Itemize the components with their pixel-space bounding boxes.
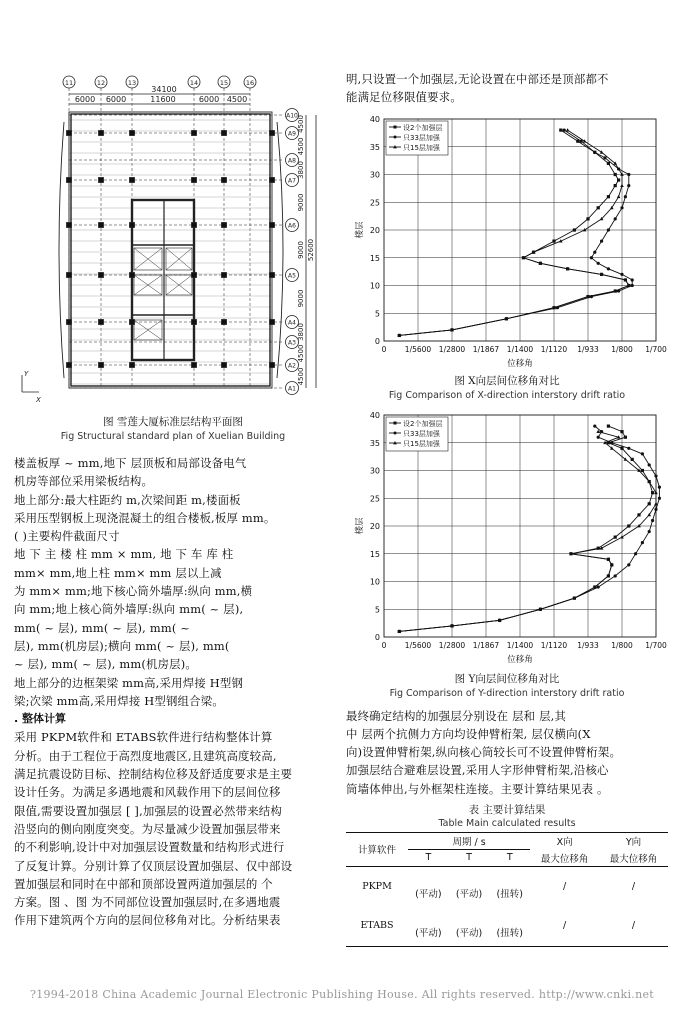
y-tick-label: 5	[374, 308, 380, 318]
y-tick-label: 20	[369, 521, 380, 531]
paragraph-line: 楼盖板厚 ~ mm,地下 层顶板和局部设备电气	[14, 456, 247, 470]
x-tick-label: 1/933	[577, 640, 599, 650]
data-point	[641, 452, 644, 455]
x-tick-label: 1/700	[645, 640, 667, 650]
plan-caption-zh: 图 雪莲大厦标准层结构平面图	[103, 416, 243, 428]
row-label: A10	[286, 112, 298, 120]
legend-marker	[394, 125, 397, 128]
column	[67, 178, 72, 183]
table-header-row	[346, 833, 668, 850]
cell-t2: (平动)	[455, 928, 483, 940]
dim-label: 4500	[226, 95, 248, 104]
data-point	[627, 446, 630, 449]
facade-curve	[59, 122, 64, 378]
paragraph-line: 限值,需要设置加强层 [ ],加强层的设置必然带来结构	[14, 803, 282, 818]
y-tick-label: 25	[369, 197, 380, 207]
y-axis-title: 楼层	[355, 221, 365, 239]
row-label: A7	[288, 177, 296, 185]
column	[99, 131, 104, 136]
paragraph-line: 采用压型钢板上现浇混凝土的组合楼板,板厚 mm。	[14, 510, 276, 525]
axis-label: 14	[189, 79, 199, 87]
paragraph-line: 采用 PKPM软件和 ETABS软件进行结构整体计算	[14, 730, 273, 745]
row-label: A2	[288, 362, 296, 370]
column	[192, 320, 197, 325]
column	[270, 131, 275, 136]
column	[222, 363, 227, 368]
chart-y-drift	[346, 409, 668, 671]
paragraph-line: 地上部分的边框架梁 mm高,采用焊接 H型钢	[14, 675, 244, 690]
cell-t3: (扭转)	[496, 888, 523, 900]
series-line	[399, 130, 629, 335]
paragraph-line: 方案。图 、图 为不同部位设置加强层时,在多遇地震	[14, 895, 281, 910]
column	[67, 223, 72, 228]
data-point	[637, 513, 640, 516]
x-tick-label: 1/1400	[506, 344, 534, 354]
column	[130, 223, 135, 228]
data-point	[627, 524, 630, 527]
data-point	[627, 184, 630, 187]
series-line	[399, 130, 629, 335]
chart-legend	[386, 121, 448, 155]
y-tick-label: 20	[369, 225, 380, 235]
column	[67, 363, 72, 368]
column	[130, 131, 135, 136]
column	[130, 273, 135, 278]
x-axis-label: X	[36, 396, 41, 404]
cell-t1: (平动)	[415, 928, 442, 940]
th-y: Y向	[625, 837, 642, 849]
x-tick-label: 1/5600	[404, 344, 432, 354]
x-tick-label: 1/700	[645, 344, 667, 354]
chart-x-caption-zh: 图 X向层间位移角对比	[454, 374, 560, 387]
data-point	[648, 463, 651, 466]
y-tick-label: 5	[374, 604, 380, 614]
column	[130, 178, 135, 183]
data-point	[631, 278, 634, 281]
column	[222, 178, 227, 183]
column	[192, 363, 197, 368]
column	[270, 178, 275, 183]
row-label: A4	[288, 319, 296, 327]
th-t3: T	[489, 850, 530, 867]
data-point	[559, 128, 562, 131]
dim-label: 6000	[198, 95, 220, 104]
data-point	[641, 541, 644, 544]
data-point	[600, 239, 603, 242]
legend-label: 只33层加强	[403, 429, 440, 438]
chart-x-caption-en: Fig Comparison of X-direction interstory drift ratio	[388, 389, 626, 401]
cell-x: /	[562, 920, 567, 932]
paragraph-line: 置加强层和同时在中部和顶部设置两道加强层的 个	[14, 876, 273, 891]
data-point	[648, 502, 651, 505]
paragraph-line: ( )主要构件截面尺寸	[14, 529, 120, 544]
dim-total: 52600	[307, 238, 315, 262]
data-point	[651, 518, 654, 521]
legend-marker	[394, 135, 397, 138]
footer-copyright: ?1994-2018 China Academic Journal Electronic Publishing House. All rights reserved. http://www.cnki.net	[30, 988, 655, 1001]
y-tick-label: 35	[369, 438, 380, 448]
data-point	[614, 184, 617, 187]
dim-label: 11600	[150, 95, 176, 104]
cell-x: /	[562, 880, 567, 892]
y-tick-label: 10	[369, 281, 380, 291]
dim-label: 4500	[297, 344, 305, 363]
legend-marker	[394, 431, 397, 434]
paragraph-line: 梁;次梁 mm高,采用焊接 H型钢组合梁。	[14, 693, 224, 708]
column	[270, 273, 275, 278]
dim-label: 6000	[74, 95, 96, 104]
column	[222, 273, 227, 278]
data-point	[658, 485, 661, 488]
paragraph-line: mm× mm,地上柱 mm× mm 层以上减	[14, 565, 222, 580]
data-point	[620, 183, 624, 186]
y-tick-label: 0	[374, 632, 380, 642]
table-row	[346, 906, 668, 946]
x-axis-title: 位移角	[507, 358, 533, 369]
x-tick-label: 1/2800	[438, 344, 466, 354]
x-tick-label: 1/800	[611, 344, 633, 354]
paragraph-line: 分析。由于工程位于高烈度地震区,且建筑高度较高,	[14, 748, 277, 763]
dim-label: 3800	[297, 323, 305, 341]
paragraph-line: 地 下 主 楼 柱 mm × mm, 地 下 车 库 柱	[14, 547, 234, 562]
x-tick-label: 1/1120	[540, 344, 568, 354]
data-point	[614, 172, 617, 175]
y-tick-label: 40	[369, 114, 380, 124]
column	[192, 223, 197, 228]
paragraph-line: 作用下建筑两个方向的层间位移角对比。分析结果表	[14, 913, 281, 928]
row-label: A1	[288, 385, 296, 393]
data-point	[607, 267, 610, 270]
data-point	[641, 468, 644, 471]
th-period: 周期 / s	[408, 833, 530, 850]
data-point	[563, 128, 566, 131]
column	[130, 363, 135, 368]
paragraph-line: 满足抗震设防目标、控制结构位移及舒适度要求是主要	[14, 767, 293, 782]
y-tick-label: 35	[369, 142, 380, 152]
x-tick-label: 1/1400	[506, 640, 534, 650]
column	[222, 131, 227, 136]
th-ymax: 最大位移角	[599, 850, 668, 867]
cell-software: ETABS	[360, 920, 394, 932]
data-point	[607, 195, 610, 198]
row-label: A9	[288, 130, 296, 138]
chart-legend	[386, 417, 448, 451]
cell-t1: (平动)	[415, 888, 442, 900]
column	[192, 131, 197, 136]
column	[270, 363, 275, 368]
y-axis-title: 楼层	[355, 517, 365, 535]
table-title-en: Table Main calculated results	[438, 818, 576, 830]
data-point	[607, 161, 610, 164]
data-point	[593, 150, 596, 153]
paragraph-line: 了反复计算。分别计算了仅顶层设置加强层、仅中部设	[14, 858, 293, 873]
chart-y-caption-en: Fig Comparison of Y-direction interstory drift ratio	[389, 687, 625, 699]
section-title: . 整体计算	[14, 712, 67, 726]
dim-label: 9000	[297, 241, 305, 259]
paragraph-line: 沿竖向的侧向刚度突变。为尽量减少设置加强层带来	[14, 821, 281, 836]
column	[99, 178, 104, 183]
column	[99, 273, 104, 278]
left-body-2	[14, 728, 332, 929]
data-point	[597, 585, 600, 588]
data-point	[607, 424, 610, 427]
data-point	[620, 206, 623, 209]
data-point	[631, 283, 634, 286]
plan-outline	[69, 112, 272, 388]
left-column	[14, 70, 332, 930]
column	[99, 363, 104, 368]
paragraph-line: mm( ~ 层), mm( ~ 层), mm( ~	[14, 620, 191, 635]
data-point	[607, 228, 610, 231]
column	[270, 320, 275, 325]
x-tick-label: 0	[381, 640, 387, 650]
row-label: A3	[288, 339, 296, 347]
dim-label: 3800	[297, 161, 305, 179]
paragraph-line: 向 mm;地上核心筒外墙厚:纵向 mm( ~ 层),	[14, 602, 244, 617]
legend-label: 只15层加强	[403, 143, 440, 152]
data-point	[597, 206, 600, 209]
chart-x-drift	[346, 113, 668, 373]
data-point	[654, 501, 658, 504]
cell-software: PKPM	[362, 880, 392, 892]
data-point	[620, 272, 623, 275]
data-point	[610, 441, 613, 444]
data-point	[620, 430, 623, 433]
x-tick-label: 1/2800	[438, 640, 466, 650]
row-label: A5	[288, 272, 296, 280]
right-intro	[346, 70, 668, 107]
dim-label: 9000	[297, 289, 305, 308]
series-line	[399, 426, 652, 631]
paragraph-line: 加强层结合避难层设置,采用人字形伸臂桁架,沿核心	[346, 763, 609, 778]
data-point	[624, 435, 627, 438]
data-point	[597, 261, 600, 264]
data-point	[573, 228, 576, 231]
dim-label: 4500	[297, 115, 305, 133]
column	[130, 320, 135, 325]
structural-plan-figure	[14, 70, 332, 410]
x-tick-label: 1/1120	[540, 640, 568, 650]
row-label: A6	[288, 222, 296, 230]
paragraph-line: ~ 层), mm( ~ 层), mm(机房层)。	[14, 657, 198, 672]
data-point	[627, 172, 630, 175]
paragraph-line: 向)设置伸臂桁架,纵向核心筒较长可不设置伸臂桁架。	[346, 745, 622, 760]
cell-t2: (平动)	[455, 888, 483, 900]
column	[192, 178, 197, 183]
data-point	[617, 178, 620, 181]
table-row	[346, 866, 668, 906]
column	[99, 320, 104, 325]
axis-label: 11	[64, 79, 74, 87]
data-point	[614, 574, 617, 577]
th-x: X向	[556, 837, 573, 849]
data-point	[566, 128, 570, 131]
table-title-zh: 表 主要计算结果	[468, 804, 546, 817]
paragraph-line: 机房等部位采用梁板结构。	[14, 474, 154, 489]
y-tick-label: 25	[369, 493, 380, 503]
paragraph-line: 为 mm× mm;地下核心筒外墙厚:纵向 mm,横	[14, 584, 253, 599]
x-tick-label: 1/933	[577, 344, 599, 354]
paragraph-line: 筒墙体伸出,与外框架柱连接。主要计算结果见表 。	[346, 781, 609, 796]
data-point	[648, 530, 651, 533]
legend-label: 设2个加强层	[403, 123, 443, 132]
data-point	[617, 194, 621, 197]
plan-drawing	[22, 76, 316, 404]
plan-caption-en: Fig Structural standard plan of Xuelian Building	[60, 431, 286, 442]
data-point	[603, 156, 606, 159]
paragraph-line: 最终确定结构的加强层分别设在 层和 层,其	[346, 708, 567, 723]
data-point	[634, 552, 637, 555]
y-tick-label: 30	[369, 466, 380, 476]
axis-label: 16	[245, 79, 255, 87]
data-point	[586, 217, 589, 220]
legend-label: 只33层加强	[403, 133, 440, 142]
axis-label: 15	[219, 79, 229, 87]
y-tick-label: 15	[369, 253, 380, 263]
paragraph-line: 中 层两个抗侧力方向均设伸臂桁架, 层仅横向(X	[346, 726, 591, 741]
x-axis-title: 位移角	[507, 654, 533, 665]
series-line	[399, 130, 632, 335]
paragraph-line: 明,只设置一个加强层,无论设置在中部还是顶部都不	[346, 72, 609, 86]
dim-label: 9000	[297, 193, 305, 212]
paragraph-line: 能满足位移限值要求。	[346, 90, 462, 105]
th-t2: T	[449, 850, 490, 867]
series-line	[399, 431, 656, 631]
x-tick-label: 1/1867	[472, 344, 500, 354]
right-body	[346, 707, 668, 798]
y-tick-label: 0	[374, 336, 380, 346]
column	[222, 223, 227, 228]
cell-t3: (扭转)	[496, 928, 523, 940]
data-point	[614, 217, 617, 220]
data-point	[614, 535, 617, 538]
x-tick-label: 1/800	[611, 640, 633, 650]
left-body	[14, 454, 332, 710]
x-tick-label: 0	[381, 344, 387, 354]
column	[67, 320, 72, 325]
results-table	[346, 832, 668, 947]
axis-label: 12	[96, 79, 106, 87]
data-point	[631, 457, 634, 460]
chart-y-caption-zh: 图 Y向层间位移角对比	[454, 672, 560, 685]
th-t1: T	[408, 850, 449, 867]
cell-y: /	[631, 920, 636, 932]
dim-total: 34100	[151, 85, 177, 94]
cell-y: /	[631, 880, 636, 892]
th-software: 计算软件	[346, 833, 408, 867]
paragraph-line: 的不利影响,设计中对加强层设置数量和结构形式进行	[14, 840, 285, 855]
column	[192, 273, 197, 278]
data-point	[593, 424, 596, 427]
legend-marker	[394, 421, 397, 424]
y-tick-label: 15	[369, 549, 380, 559]
data-point	[593, 250, 596, 253]
data-point	[597, 435, 600, 438]
data-point	[620, 446, 623, 449]
data-point	[624, 195, 627, 198]
data-point	[651, 491, 654, 494]
paragraph-line: 层), mm(机房层);横向 mm( ~ 层), mm(	[14, 638, 230, 653]
legend-label: 只15层加强	[403, 439, 440, 448]
right-column	[346, 70, 668, 947]
dim-label: 6000	[105, 95, 127, 104]
data-point	[654, 507, 657, 510]
column	[270, 223, 275, 228]
x-tick-label: 1/1867	[472, 640, 500, 650]
facade-curve	[277, 122, 283, 378]
column	[67, 131, 72, 136]
dim-label: 4500	[297, 137, 305, 156]
y-tick-label: 30	[369, 170, 380, 180]
column	[99, 223, 104, 228]
data-point	[590, 256, 593, 259]
y-axis-label: Y	[24, 370, 29, 378]
data-point	[552, 239, 555, 242]
paragraph-line: 地上部分:最大柱距约 m,次梁间距 m,楼面板	[14, 492, 241, 507]
data-point	[627, 563, 630, 566]
data-point	[654, 474, 657, 477]
axis-label: 13	[127, 79, 137, 87]
data-point	[658, 496, 661, 499]
dim-label: 4500	[297, 367, 305, 386]
column	[67, 273, 72, 278]
y-tick-label: 10	[369, 577, 380, 587]
y-tick-label: 40	[369, 410, 380, 420]
paragraph-line: 设计任务。为满足多遇地震和风载作用下的层间位移	[14, 785, 281, 800]
x-tick-label: 1/5600	[404, 640, 432, 650]
legend-label: 设2个加强层	[403, 419, 443, 428]
th-xmax: 最大位移角	[530, 850, 599, 867]
series-line	[399, 426, 659, 631]
row-label: A8	[288, 157, 296, 165]
column	[222, 320, 227, 325]
